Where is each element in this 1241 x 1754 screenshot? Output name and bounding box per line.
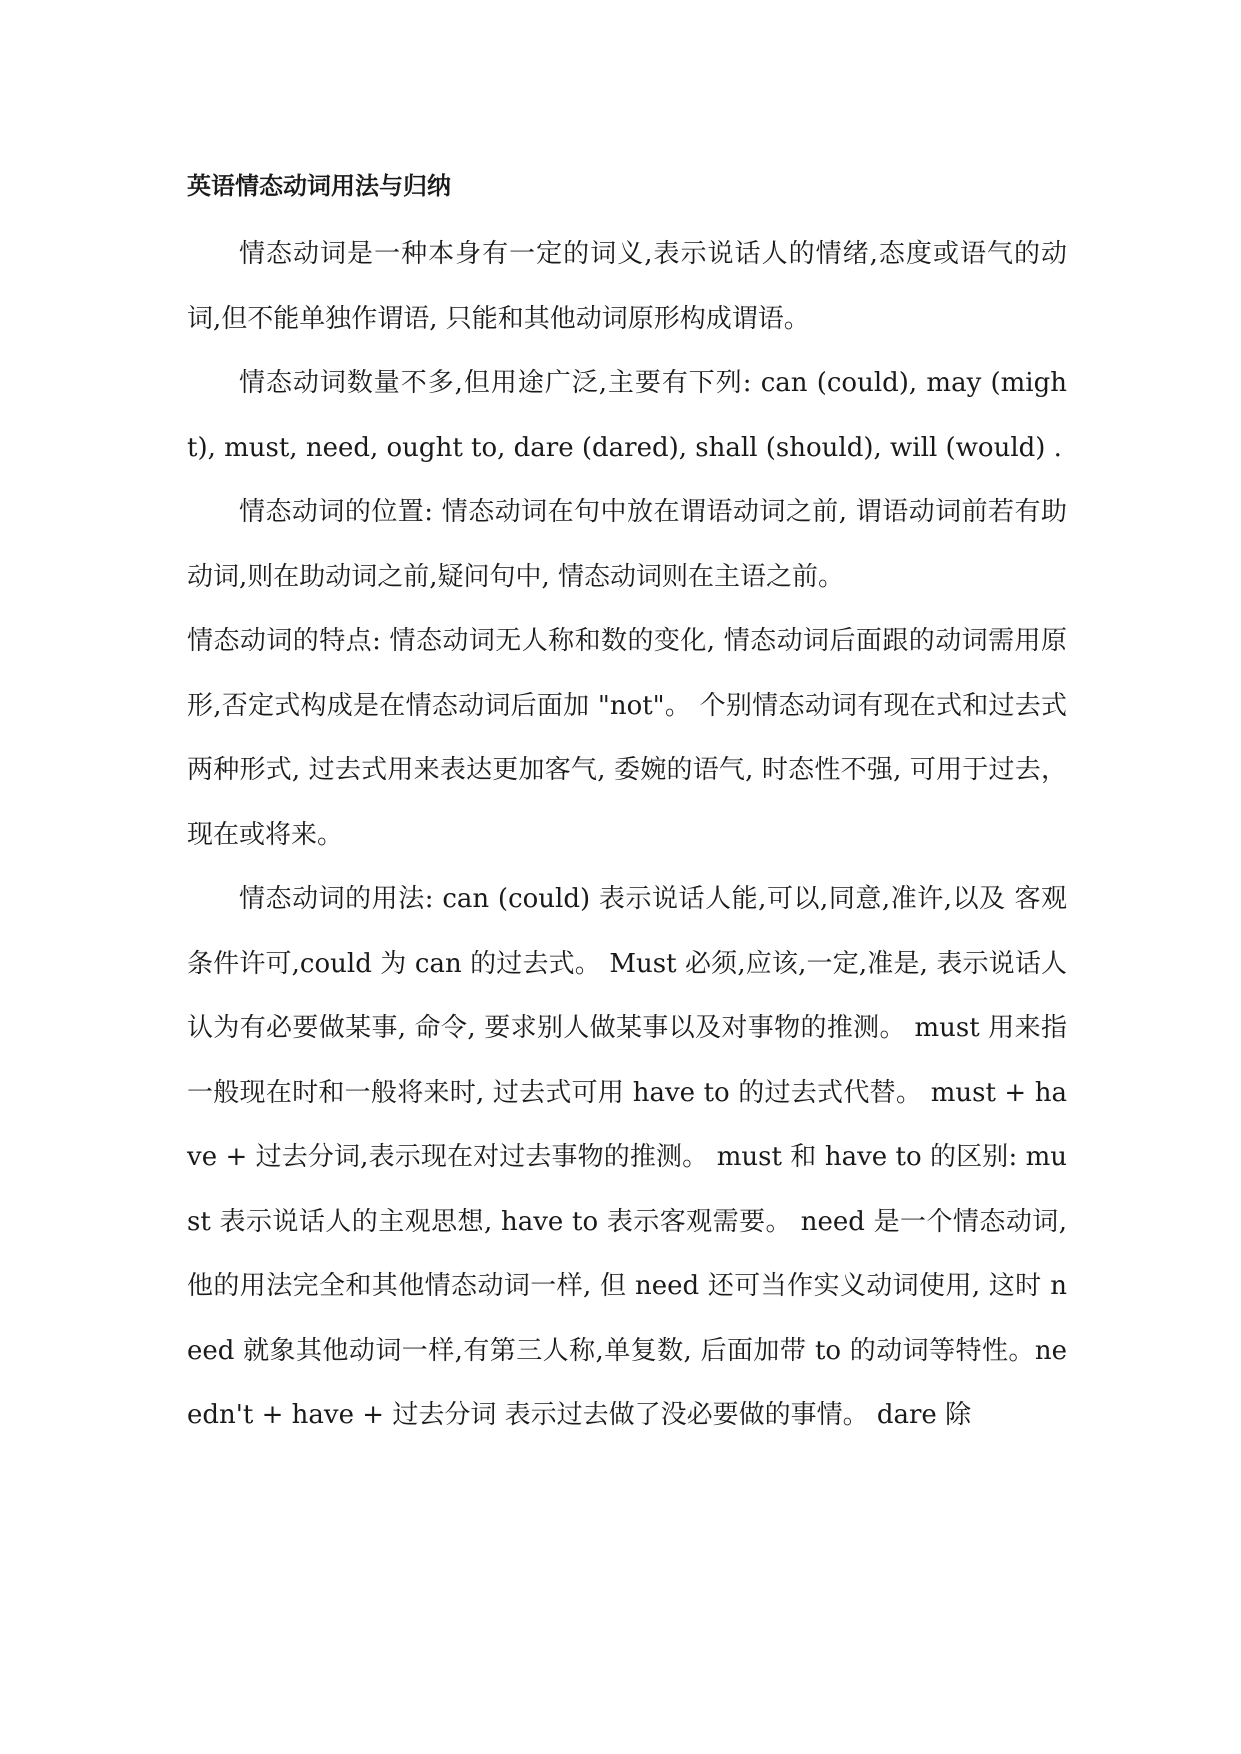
paragraph-position: 情态动词的位置: 情态动词在句中放在谓语动词之前, 谓语动词前若有助动词,则在助动词之前,疑问句中, 情态动词则在主语之前。 [187,497,1067,592]
paragraph-features: 情态动词的特点: 情态动词无人称和数的变化, 情态动词后面跟的动词需用原形,否定式构成是在情态动词后面加 "not"。 个别情态动词有现在式和过去式两种形式, 过去式用来表达更加客气, 委婉的语气, 时态性不强, 可用于过去，现在或将来。 [187,626,1067,850]
paragraph-list: 情态动词数量不多,但用途广泛,主要有下列: can (could), may (might), must, need, ought to, dare (dared), shall (should), will (would) . [187,368,1067,463]
paragraph-definition: 情态动词是一种本身有一定的词义,表示说话人的情绪,态度或语气的动词,但不能单独作谓语, 只能和其他动词原形构成谓语。 [187,239,1067,334]
document-title: 英语情态动词用法与归纳 [187,172,451,200]
document-body [187,164,1067,1448]
paragraph-usage: 情态动词的用法: can (could) 表示说话人能,可以,同意,准许,以及 客观条件许可,could 为 can 的过去式。 Must 必须,应该,一定,准是, 表示说话人认为有必要做某事, 命令, 要求别人做某事以及对事物的推测。 must 用来指一般现在时和一般将来时, 过去式可用 have to 的过去式代替。 must + have + 过去分词,表示现在对过去事物的推测。 must 和 have to 的区别: must 表示说话人的主观思想, have to 表示客观需要。 need 是一个情态动词, 他的用法完全和其他情态动词一样, 但 need 还可当作实义动词使用, 这时 need 就象其他动词一样,有第三人称,单复数, 后面加带 to 的动词等特性。needn't + have + 过去分词 表示过去做了没必要做的事情。 dare 除 [187,884,1067,1430]
